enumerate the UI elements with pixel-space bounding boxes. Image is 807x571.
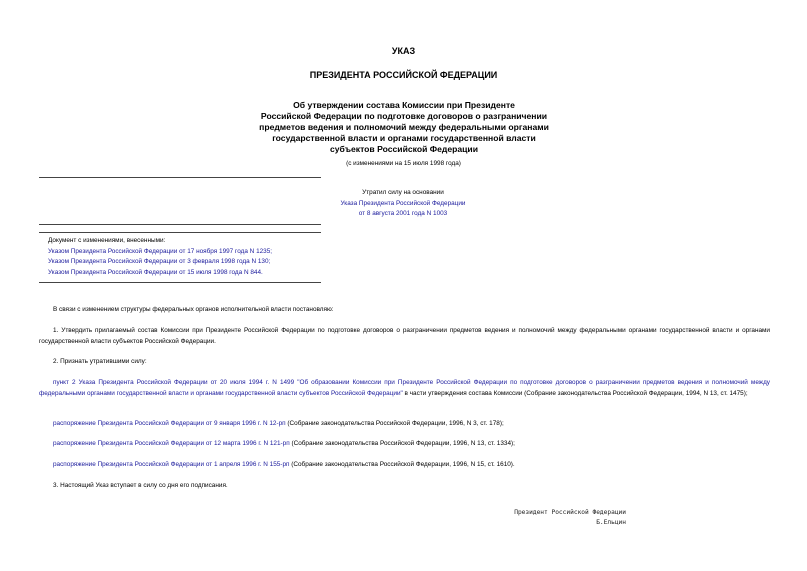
subject-line: Российской Федерации по подготовке договоров о разграничении bbox=[260, 111, 548, 121]
repealed-link[interactable]: пункт 2 Указа Президента Российской Федерации от 20 июля 1994 г. N 1499 "Об образовании Комиссии при Президенте Российской Федерации по подготовке договоров о разграничении предметов ведения и полномочий между федеральными органами государственной власти и органами государственной власти субъектов Российской Федерации" bbox=[39, 379, 770, 397]
signature-position: Президент Российской Федерации bbox=[514, 509, 626, 516]
item-1: 1. Утвердить прилагаемый состав Комиссии при Президенте Российской Федерации по подготовке договоров о разграничении предметов ведения и полномочий между федеральными органами государственной власти и органами государственной власти субъектов Российской Федерации. bbox=[39, 327, 770, 345]
repealed-link[interactable]: распоряжение Президента Российской Федерации от 1 апреля 1996 г. N 155-рп bbox=[53, 461, 290, 468]
amendments-block bbox=[48, 236, 368, 278]
divider bbox=[39, 224, 321, 225]
repealed-item bbox=[39, 378, 770, 399]
repealed-item bbox=[39, 419, 770, 430]
repeal-notice bbox=[303, 188, 503, 220]
divider bbox=[39, 282, 321, 283]
repealed-text: (Собрание законодательства Российской Федерации, 1996, N 15, ст. 1610). bbox=[289, 461, 515, 468]
item-3: 3. Настоящий Указ вступает в силу со дня его подписания. bbox=[53, 482, 228, 489]
repealed-item bbox=[39, 460, 770, 471]
repealed-text: (Собрание законодательства Российской Федерации, 1996, N 3, ст. 178); bbox=[285, 420, 504, 427]
repealed-text: (Собрание законодательства Российской Федерации, 1996, N 13, ст. 1334); bbox=[289, 440, 515, 447]
document-subject bbox=[227, 100, 581, 155]
signature-block bbox=[440, 508, 626, 527]
repealed-link[interactable]: распоряжение Президента Российской Федерации от 9 января 1996 г. N 12-рп bbox=[53, 420, 286, 427]
item-2: 2. Признать утратившими силу: bbox=[53, 358, 147, 365]
signature-name: Б.Ельцин bbox=[596, 518, 626, 526]
amendment-link[interactable]: Указом Президента Российской Федерации от 17 ноября 1997 года N 1235; bbox=[48, 247, 273, 255]
divider bbox=[39, 177, 321, 178]
amendment-link[interactable]: Указом Президента Российской Федерации от 15 июля 1998 года N 844. bbox=[48, 268, 263, 276]
document-subtitle: ПРЕЗИДЕНТА РОССИЙСКОЙ ФЕДЕРАЦИИ bbox=[309, 70, 498, 80]
subject-line: предметов ведения и полномочий между федеральными органами bbox=[259, 122, 549, 132]
repeal-link-date[interactable]: от 8 августа 2001 года N 1003 bbox=[358, 210, 448, 217]
repeal-link[interactable]: Указа Президента Российской Федерации bbox=[340, 199, 466, 207]
repeal-intro: Утратил силу на основании bbox=[362, 189, 444, 196]
repealed-text: в части утверждения состава Комиссии (Собрание законодательства Российской Федерации, 1994, N 13, ст. 1475); bbox=[402, 389, 748, 397]
preamble: В связи с изменением структуры федеральных органов исполнительной власти постановляю: bbox=[53, 306, 334, 313]
divider bbox=[39, 232, 321, 233]
document-title: УКАЗ bbox=[391, 46, 416, 56]
amendments-intro: Документ с изменениями, внесенными: bbox=[48, 237, 166, 244]
subject-line: субъектов Российской Федерации bbox=[329, 144, 478, 154]
repealed-item bbox=[39, 439, 770, 450]
amendment-link[interactable]: Указом Президента Российской Федерации от 3 февраля 1998 года N 130; bbox=[48, 258, 271, 265]
revision-note: (с изменениями на 15 июля 1998 года) bbox=[346, 160, 461, 167]
subject-line: Об утверждении состава Комиссии при Президенте bbox=[293, 100, 515, 110]
repealed-link[interactable]: распоряжение Президента Российской Федерации от 12 марта 1996 г. N 121-рп bbox=[53, 440, 290, 447]
subject-line: государственной власти и органами государственной власти bbox=[272, 133, 536, 143]
